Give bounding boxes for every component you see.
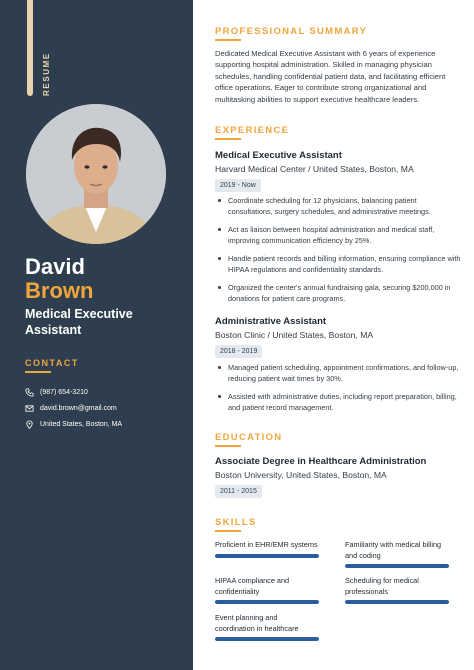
education-dates: 2011 - 2015 (215, 485, 262, 498)
summary-heading: PROFESSIONAL SUMMARY (215, 26, 368, 37)
list-item: Handle patient records and billing information, ensuring compliance with HIPAA regulations and confidentiality standards. (218, 253, 463, 275)
job-2-title: Administrative Assistant (215, 316, 327, 327)
summary-divider (215, 39, 241, 41)
contact-divider (25, 371, 51, 373)
skill-label: Familiarity with medical billing and coding (345, 540, 442, 560)
contact-heading: CONTACT (25, 358, 79, 368)
education-school: Boston University, United States, Boston, MA (215, 470, 387, 480)
skill-fill (215, 637, 319, 641)
resume-vertical-label: RESUME (42, 52, 51, 96)
education-degree: Associate Degree in Healthcare Administration (215, 456, 427, 467)
job-2-dates: 2018 - 2019 (215, 345, 262, 358)
skill-label: Proficient in EHR/EMR systems (215, 540, 318, 549)
skills-heading: SKILLS (215, 517, 257, 528)
skill-item (215, 540, 319, 558)
first-name: David (25, 254, 85, 279)
list-item: Act as liaison between hospital administration and medical staff, improving communication efficiency by 25%. (218, 224, 463, 246)
contact-location (25, 420, 122, 429)
list-item: Assisted with administrative duties, including report preparation, billing, and patient record management. (218, 391, 463, 413)
education-divider (215, 445, 241, 447)
skill-item (345, 540, 449, 568)
email-icon (25, 404, 34, 413)
skill-fill (345, 600, 449, 604)
job-1-bullets (218, 195, 463, 311)
skill-label: Scheduling for medical professionals (345, 576, 419, 596)
skill-fill (215, 554, 319, 558)
location-text: United States, Boston, MA (40, 421, 123, 428)
skill-fill (215, 600, 319, 604)
skill-bar (345, 600, 449, 604)
avatar (26, 104, 166, 244)
list-item: Managed patient scheduling, appointment confirmations, and follow-up, reducing patient wait times by 30%. (218, 362, 463, 384)
experience-heading: EXPERIENCE (215, 125, 290, 136)
job-2-bullets (218, 362, 463, 420)
email-text: david.brown@gmail.com (40, 405, 117, 412)
skill-fill (345, 564, 449, 568)
skill-bar (215, 554, 319, 558)
last-name: Brown (25, 278, 94, 303)
experience-divider (215, 138, 241, 140)
skills-divider (215, 530, 241, 532)
skill-bar (215, 637, 319, 641)
skill-bar (345, 564, 449, 568)
job-1-title: Medical Executive Assistant (215, 150, 342, 161)
job-1-dates: 2019 - Now (215, 179, 261, 192)
job-1-org: Harvard Medical Center / United States, Boston, MA (215, 164, 414, 174)
skill-label: HIPAA compliance and confidentiality (215, 576, 290, 596)
skill-item (215, 613, 319, 641)
phone-icon (25, 388, 34, 397)
list-item: Organized the center's annual fundraising gala, securing $200,000 in donations for patient care programs. (218, 282, 463, 304)
phone-text: (987) 654-3210 (40, 389, 88, 396)
location-icon (25, 420, 34, 429)
skill-item (345, 576, 449, 604)
list-item: Coordinate scheduling for 12 physicians, balancing patient consultations, surgery schedules, and administrative meetings. (218, 195, 463, 217)
contact-email[interactable] (25, 404, 117, 413)
skill-item (215, 576, 319, 604)
summary-text: Dedicated Medical Executive Assistant with 6 years of experience supporting hospital administration. Skilled in managing physician schedules, handling confidential patient data, and facilitating efficient office operations. Eager to contribute strong organizational and multitasking abilities to support executive healthcare leaders. (215, 49, 446, 104)
job-title: Medical Executive Assistant (25, 307, 133, 337)
skill-bar (215, 600, 319, 604)
education-heading: EDUCATION (215, 432, 283, 443)
contact-phone[interactable] (25, 388, 88, 397)
accent-bar (27, 0, 33, 96)
skill-label: Event planning and coordination in healthcare (215, 613, 299, 633)
job-2-org: Boston Clinic / United States, Boston, MA (215, 330, 374, 340)
